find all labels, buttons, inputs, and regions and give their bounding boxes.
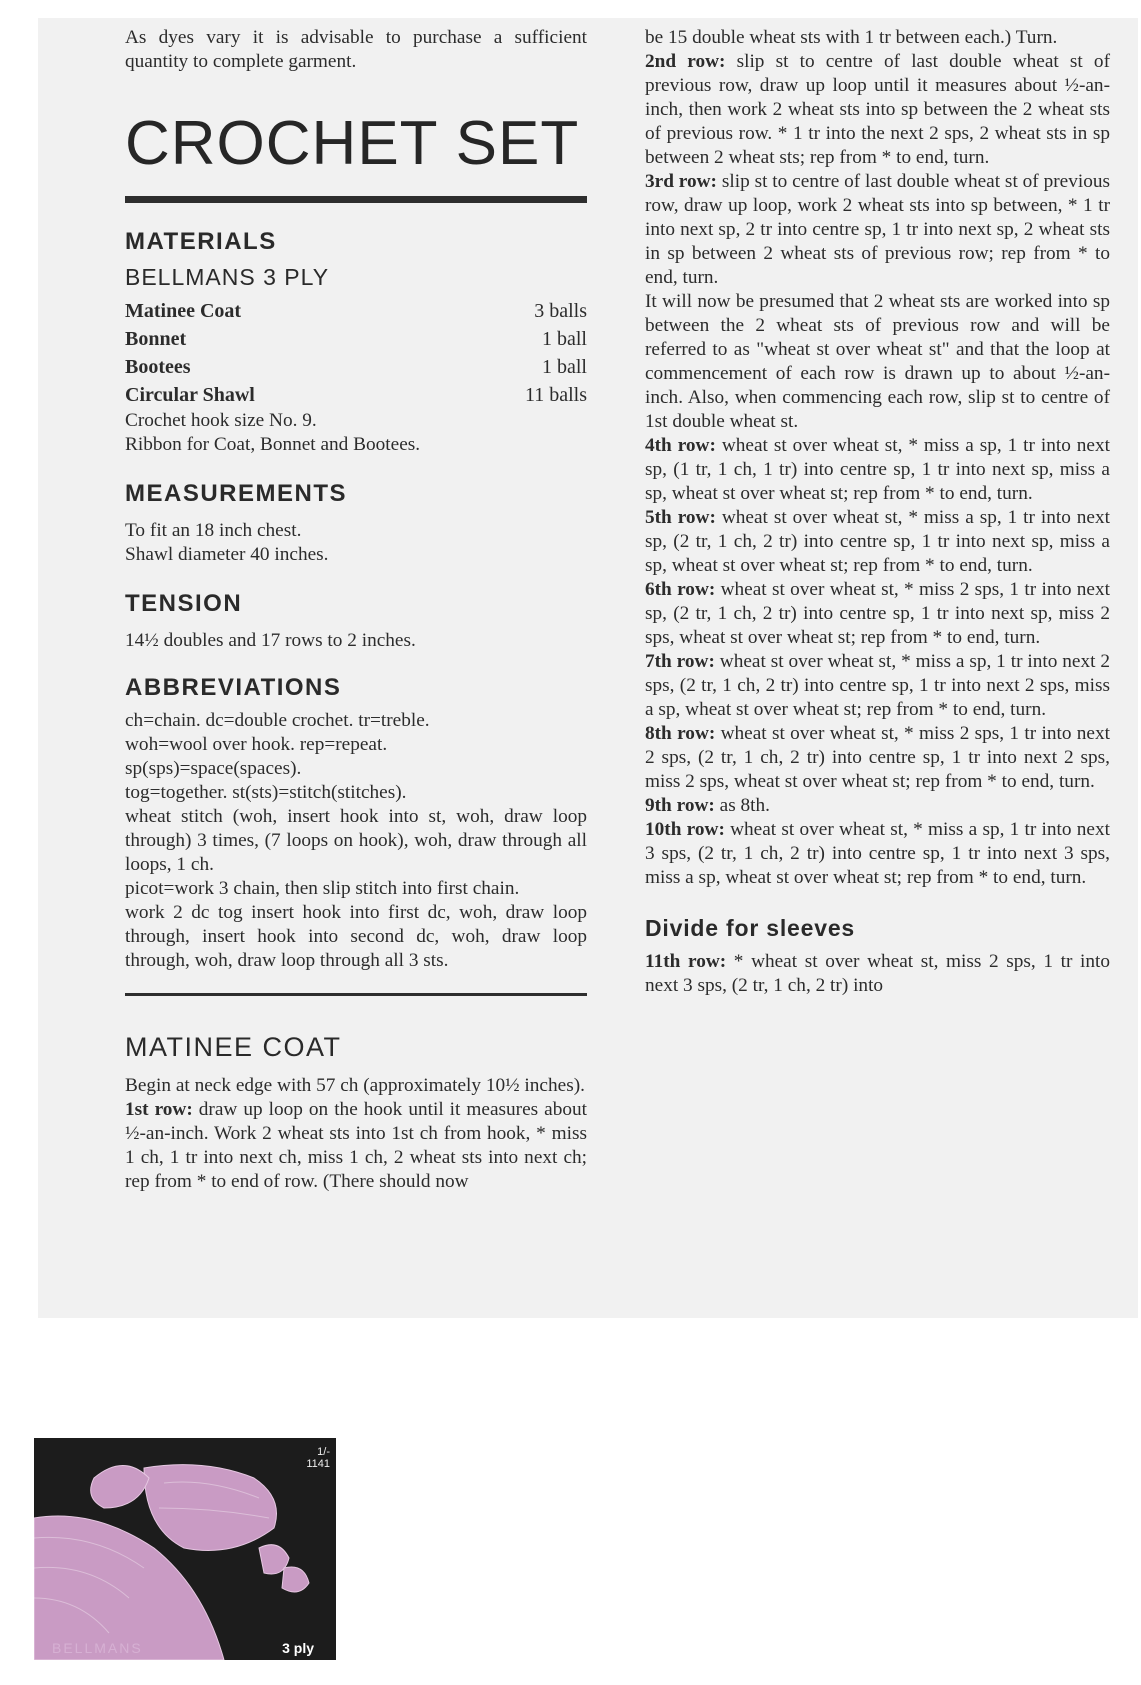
row-7 xyxy=(645,650,1110,722)
materials-heading: MATERIALS xyxy=(125,228,277,255)
material-name: Bonnet xyxy=(125,328,187,350)
row-label: 4th row: xyxy=(645,435,716,456)
bootee-shape xyxy=(282,1567,309,1592)
right-column xyxy=(645,26,1110,998)
row-text: slip st to centre of last double wheat st of previous row, draw up loop until it measures about ½-an-inch, then work 2 wheat sts into sp between the 2 wheat sts of previous row. * 1 tr into the next 2 sps, 2 wheat sts in sp between 2 wheat sts; rep from * to end, turn. xyxy=(645,51,1110,168)
row-text: wheat st over wheat st, * miss 2 sps, 1 tr into next sp, (2 tr, 1 ch, 2 tr) into centre sp, 1 tr into next sp, miss 2 sps, wheat st over wheat st; rep from * to end, turn. xyxy=(645,579,1110,648)
row-text: wheat st over wheat st, * miss 2 sps, 1 tr into next 2 sps, (2 tr, 1 ch, 2 tr) into centre sp, 1 tr into next 2 sps, miss 2 sps, wheat st over wheat st; rep from * to end, turn. xyxy=(645,723,1110,792)
row-text: as 8th. xyxy=(714,795,770,816)
pattern-thumbnail xyxy=(34,1438,336,1660)
row-text: wheat st over wheat st, * miss a sp, 1 tr into next sp, (1 tr, 1 ch, 1 tr) into centre sp, 1 tr into next sp, miss a sp, wheat st over wheat st; rep from * to end, turn. xyxy=(645,435,1110,504)
material-name: Circular Shawl xyxy=(125,384,255,406)
row-text: wheat st over wheat st, * miss a sp, 1 tr into next 3 sps, (2 tr, 1 ch, 2 tr) into centre sp, 1 tr into next 3 sps, miss a sp, wheat st over wheat st; rep from * to end, turn. xyxy=(645,819,1110,888)
row-1-continued: be 15 double wheat sts with 1 tr between each.) Turn. xyxy=(645,27,1058,48)
title-divider xyxy=(125,196,587,203)
measurements-text: To fit an 18 inch chest. Shawl diameter 40 inches. xyxy=(125,520,329,565)
row-1 xyxy=(125,1098,587,1194)
row-label: 1st row: xyxy=(125,1099,193,1120)
row-label: 11th row: xyxy=(645,951,727,972)
material-qty: 3 balls xyxy=(534,300,587,322)
tension-text: 14½ doubles and 17 rows to 2 inches. xyxy=(125,630,416,651)
material-name: Matinee Coat xyxy=(125,300,242,322)
brand-label: BELLMANS xyxy=(52,1640,143,1656)
measurements-heading: MEASUREMENTS xyxy=(125,480,348,507)
table-row xyxy=(125,381,587,409)
intro-note: As dyes vary it is advisable to purchase a sufficient quantity to complete garment. xyxy=(125,27,587,72)
row-8 xyxy=(645,722,1110,794)
row-2 xyxy=(645,50,1110,170)
row-label: 2nd row: xyxy=(645,51,726,72)
row-6 xyxy=(645,578,1110,650)
bonnet-shape xyxy=(91,1466,149,1509)
material-qty: 11 balls xyxy=(524,384,587,406)
row-text: * wheat st over wheat st, miss 2 sps, 1 tr into next 3 sps, (2 tr, 1 ch, 2 tr) into xyxy=(645,951,1110,996)
table-row xyxy=(125,353,587,381)
row-label: 9th row: xyxy=(645,795,715,816)
row-label: 6th row: xyxy=(645,579,716,600)
row-4 xyxy=(645,434,1110,506)
wheat-stitch-note: It will now be presumed that 2 wheat sts are worked into sp between the 2 wheat sts of previous row and will be referred to as "wheat st over wheat st" and that the loop at commencement of each row is drawn up to about ½-an-inch. Also, when commencing each row, slip st to centre of 1st double wheat st. xyxy=(645,291,1110,432)
table-row xyxy=(125,325,587,353)
section-divider xyxy=(125,993,587,996)
material-qty: 1 ball xyxy=(542,328,587,350)
ply-label: 3 ply xyxy=(282,1640,314,1656)
materials-notes: Crochet hook size No. 9. Ribbon for Coat, Bonnet and Bootees. xyxy=(125,410,421,455)
badge-code: 1141 xyxy=(306,1458,330,1470)
material-qty: 1 ball xyxy=(542,356,587,378)
material-name: Bootees xyxy=(125,356,191,378)
abbreviations-heading: ABBREVIATIONS xyxy=(125,674,342,701)
matinee-heading: MATINEE COAT xyxy=(125,1032,342,1062)
row-label: 10th row: xyxy=(645,819,725,840)
badge xyxy=(306,1446,330,1470)
row-11 xyxy=(645,950,1110,998)
row-text: wheat st over wheat st, * miss a sp, 1 tr into next 2 sps, (2 tr, 1 ch, 2 tr) into centre sp, 1 tr into next 2 sps, miss a sp, wheat st over wheat st; rep from * to end, turn. xyxy=(645,651,1110,720)
tension-heading: TENSION xyxy=(125,590,243,617)
row-text: draw up loop on the hook until it measures about ½-an-inch. Work 2 wheat sts into 1st ch from hook, * miss 1 ch, 1 tr into next ch, miss 1 ch, 2 wheat sts into next ch; rep from * to end of row. (There should now xyxy=(125,1099,587,1192)
abbreviations-text: ch=chain. dc=double crochet. tr=treble. woh=wool over hook. rep=repeat. sp(sps)=space(spaces). tog=together. st(sts)=stitch(stitches). wheat stitch (woh, insert hook into st, woh, draw loop through) 3 times, (7 loops on hook), woh, draw through all loops, 1 ch. picot=work 3 chain, then slip stitch into first chain. work 2 dc tog insert hook into first dc, woh, draw loop through, insert hook into second dc, woh, draw loop through, woh, draw loop through all 3 sts. xyxy=(125,710,587,971)
table-row xyxy=(125,297,587,325)
left-column xyxy=(125,26,587,1194)
row-label: 5th row: xyxy=(645,507,716,528)
yarn-name: BELLMANS 3 PLY xyxy=(125,264,330,290)
materials-table xyxy=(125,297,587,409)
row-label: 7th row: xyxy=(645,651,715,672)
row-label: 8th row: xyxy=(645,723,716,744)
matinee-begin: Begin at neck edge with 57 ch (approximately 10½ inches). xyxy=(125,1075,585,1096)
page-title: CROCHET SET xyxy=(125,109,580,178)
row-10 xyxy=(645,818,1110,890)
badge-fraction: 1/- xyxy=(317,1446,330,1458)
row-text: slip st to centre of last double wheat st of previous row, draw up loop, work 2 wheat sts into sp between, * 1 tr into next sp, 2 tr into centre sp, 1 tr into next sp, 2 wheat sts in sp between 2 wheat sts of previous row; rep from * to end, turn. xyxy=(645,171,1110,288)
divide-sleeves-heading: Divide for sleeves xyxy=(645,915,856,941)
row-label: 3rd row: xyxy=(645,171,717,192)
row-5 xyxy=(645,506,1110,578)
row-text: wheat st over wheat st, * miss a sp, 1 tr into next sp, (2 tr, 1 ch, 2 tr) into centre sp, 1 tr into next sp, miss a sp, wheat st over wheat st; rep from * to end, turn. xyxy=(645,507,1110,576)
crochet-photo xyxy=(34,1438,336,1660)
row-3 xyxy=(645,170,1110,290)
row-9 xyxy=(645,794,1110,818)
